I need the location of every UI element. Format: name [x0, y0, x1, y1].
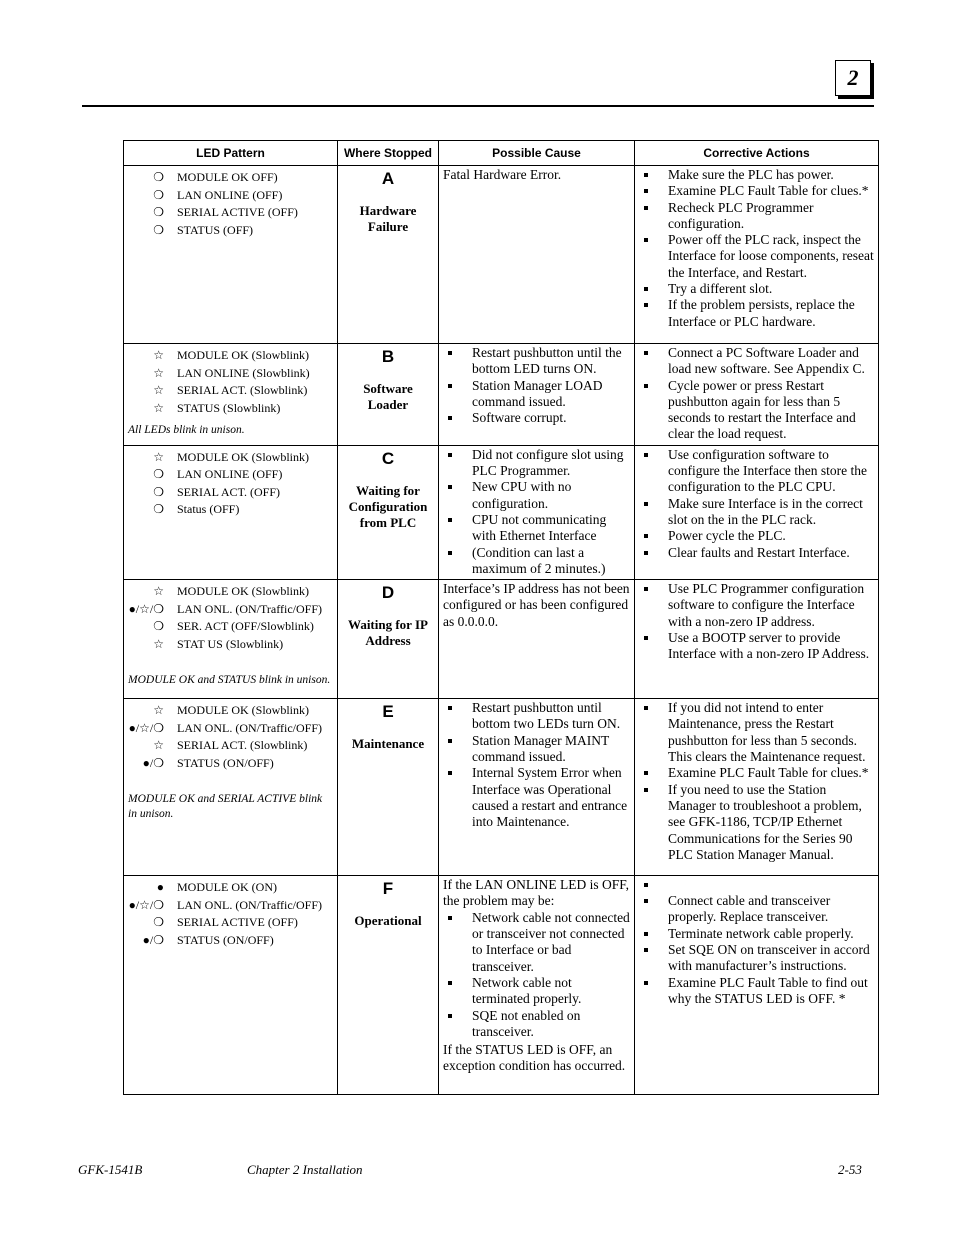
- led-label: STATUS (ON/OFF): [177, 755, 274, 770]
- led-label: LAN ONL. (ON/Traffic/OFF): [177, 897, 322, 912]
- cause-text: Fatal Hardware Error.: [443, 167, 562, 182]
- led-line: [128, 914, 333, 932]
- led-label: MODULE OK (Slowblink): [177, 584, 309, 599]
- led-label: MODULE OK OFF): [177, 170, 278, 184]
- action-item: Examine PLC Fault Table for clues.*: [639, 183, 875, 199]
- led-state-icon: ☆: [153, 703, 164, 718]
- cause-item: Restart pushbutton until the bottom LED turns ON.: [443, 345, 631, 378]
- led-label: LAN ONL. (ON/Traffic/OFF): [177, 720, 322, 735]
- led-line: [128, 583, 333, 601]
- state-code: F: [382, 879, 394, 899]
- led-state-icon: ●/❍: [142, 932, 164, 947]
- state-code: D: [381, 583, 395, 603]
- state-code: A: [381, 169, 395, 188]
- action-item: Terminate network cable properly.: [639, 926, 875, 942]
- table-header-row: [124, 141, 879, 166]
- table-row: [124, 580, 879, 699]
- possible-cause-cell: [439, 166, 635, 344]
- led-line: [128, 347, 333, 365]
- action-item: Make sure the PLC has power.: [639, 167, 875, 183]
- action-item: If the problem persists, replace the Interface or PLC hardware.: [639, 297, 875, 330]
- chapter-number: 2: [847, 65, 859, 90]
- cause-item: Did not configure slot using PLC Programmer.: [443, 447, 631, 480]
- led-line: [128, 382, 333, 400]
- cause-list: [443, 345, 631, 426]
- where-stopped-cell: [338, 344, 439, 446]
- where-stopped-label: Software: [363, 381, 413, 396]
- led-line: [128, 400, 333, 418]
- corrective-actions-cell: [635, 699, 879, 876]
- action-item: Try a different slot.: [639, 281, 875, 297]
- led-line: [128, 720, 333, 738]
- led-line: [128, 618, 333, 636]
- led-state-icon: ●: [156, 880, 164, 895]
- cause-list: [443, 447, 631, 577]
- corrective-actions-cell: [635, 344, 879, 446]
- led-state-icon: ☆: [153, 584, 164, 599]
- led-state-icon: ☆: [153, 738, 164, 753]
- led-label: LAN ONLINE (OFF): [177, 467, 283, 482]
- led-line: [128, 702, 333, 720]
- led-state-icon: ❍: [153, 222, 164, 237]
- led-state-icon: ❍: [153, 915, 164, 930]
- cause-item: Station Manager LOAD command issued.: [443, 378, 631, 411]
- led-pattern-cell: [124, 580, 338, 699]
- action-list: [639, 700, 875, 863]
- led-state-icon: ❍: [153, 484, 164, 499]
- table-row: [124, 876, 879, 1095]
- cause-item: Station Manager MAINT command issued.: [443, 733, 631, 766]
- action-list: [639, 167, 875, 330]
- led-state-icon: ❍: [153, 187, 164, 202]
- led-state-icon: ●/☆/❍: [128, 720, 164, 735]
- led-state-icon: ❍: [153, 205, 164, 219]
- led-label: SER. ACT (OFF/Slowblink): [177, 619, 314, 634]
- cause-text-after: If the STATUS LED is OFF, an exception condition has occurred.: [443, 1042, 626, 1074]
- cause-item: Network cable not connected or transceiver not connected to Interface or bad transceiver.: [443, 910, 631, 975]
- cause-item: (Condition can last a maximum of 2 minutes.): [443, 545, 631, 578]
- where-stopped-label: Waiting for IP: [348, 617, 428, 633]
- led-state-icon: ●/❍: [142, 755, 164, 770]
- action-item: Cycle power or press Restart pushbutton again for less than 5 seconds to restart the Interface and clear the load request.: [639, 378, 875, 443]
- led-state-icon: ❍: [153, 170, 164, 184]
- action-item: Make sure Interface is in the correct slot on the in the PLC rack.: [639, 496, 875, 529]
- chapter-number-box: [835, 60, 871, 96]
- action-item: Power off the PLC rack, inspect the Interface for loose components, reseat the Interface, and Restart.: [639, 232, 875, 281]
- led-label: STATUS (ON/OFF): [177, 932, 274, 947]
- action-item: Use PLC Programmer configuration software to configure the Interface with a non-zero IP address.: [639, 581, 875, 630]
- led-line: [128, 636, 333, 654]
- led-state-icon: ☆: [153, 383, 164, 397]
- header-corrective-actions: Corrective Actions: [635, 141, 879, 166]
- table-row: [124, 699, 879, 876]
- where-stopped-cell: [338, 166, 439, 344]
- led-label: SERIAL ACTIVE (OFF): [177, 915, 298, 930]
- led-state-icon: ❍: [153, 502, 164, 517]
- cause-text: Interface’s IP address has not been configured or has been configured as 0.0.0.0.: [443, 581, 630, 629]
- where-stopped-label: from PLC: [359, 515, 417, 531]
- led-state-icon: ●/☆/❍: [128, 897, 164, 912]
- led-label: Status (OFF): [177, 502, 240, 517]
- state-code: B: [381, 347, 395, 366]
- led-line: [128, 879, 333, 897]
- header-where-stopped: Where Stopped: [338, 141, 439, 166]
- led-label: LAN ONLINE (OFF): [177, 187, 283, 202]
- action-item: Connect a PC Software Loader and load new software. See Appendix C.: [639, 345, 875, 378]
- footer-chapter: Chapter 2 Installation: [247, 1162, 363, 1177]
- header-rule: [82, 105, 874, 107]
- led-label: MODULE OK (Slowblink): [177, 703, 309, 718]
- corrective-actions-cell: [635, 876, 879, 1095]
- led-state-icon: ☆: [153, 365, 164, 380]
- action-item: Clear faults and Restart Interface.: [639, 545, 875, 561]
- action-item: Set SQE ON on transceiver in accord with manufacturer’s instructions.: [639, 942, 875, 975]
- action-list: [639, 581, 875, 662]
- where-stopped-label: Hardware: [359, 203, 417, 218]
- where-stopped-cell: [338, 699, 439, 876]
- where-stopped-label: Address: [365, 633, 411, 649]
- action-item: Use configuration software to configure the Interface then store the configuration to the PLC CPU.: [639, 447, 875, 496]
- possible-cause-cell: [439, 445, 635, 579]
- action-item: Examine PLC Fault Table to find out why the STATUS LED is OFF. *: [639, 975, 875, 1008]
- led-line: [128, 932, 333, 950]
- possible-cause-cell: [439, 580, 635, 699]
- led-line: [128, 365, 333, 383]
- where-stopped-label: Waiting for: [356, 482, 420, 498]
- led-state-icon: ●/☆/❍: [128, 601, 164, 616]
- led-state-icon: ☆: [153, 449, 164, 464]
- led-pattern-table: [123, 140, 879, 1095]
- led-note: MODULE OK and STATUS blink in unison.: [128, 674, 331, 687]
- led-label: SERIAL ACT. (Slowblink): [177, 738, 308, 753]
- table-row: [124, 344, 879, 446]
- footer-doc-id: GFK-1541B: [78, 1162, 143, 1177]
- led-label: STATUS (Slowblink): [177, 400, 281, 415]
- table-row: [124, 166, 879, 344]
- led-state-icon: ❍: [153, 467, 164, 482]
- led-label: MODULE OK (Slowblink): [177, 348, 309, 362]
- possible-cause-cell: [439, 876, 635, 1095]
- table-row: [124, 445, 879, 579]
- action-list: [639, 345, 875, 443]
- led-pattern-cell: [124, 445, 338, 579]
- cause-item: Software corrupt.: [443, 410, 631, 426]
- led-line: [128, 449, 333, 467]
- action-item: Connect cable and transceiver properly. Replace transceiver.: [639, 893, 875, 926]
- led-label: MODULE OK (ON): [177, 880, 277, 895]
- corrective-actions-cell: [635, 580, 879, 699]
- cause-item: Restart pushbutton until bottom two LEDs turn ON.: [443, 700, 631, 733]
- led-line: [128, 169, 333, 187]
- action-item: Recheck PLC Programmer configuration.: [639, 200, 875, 233]
- action-list: [639, 877, 875, 1007]
- led-label: LAN ONLINE (Slowblink): [177, 365, 310, 380]
- where-stopped-label: Failure: [367, 219, 409, 235]
- led-line: [128, 737, 333, 755]
- led-note: All LEDs blink in unison.: [128, 424, 245, 436]
- led-line: [128, 501, 333, 519]
- action-list: [639, 447, 875, 561]
- possible-cause-cell: [439, 699, 635, 876]
- led-line: [128, 466, 333, 484]
- where-stopped-cell: [338, 876, 439, 1095]
- action-item: Use a BOOTP server to provide Interface with a non-zero IP Address.: [639, 630, 875, 663]
- led-line: [128, 897, 333, 915]
- led-pattern-cell: [124, 166, 338, 344]
- led-line: [128, 601, 333, 619]
- action-item: [639, 877, 875, 893]
- where-stopped-cell: [338, 580, 439, 699]
- table-body: [124, 166, 879, 1095]
- led-state-icon: ☆: [153, 348, 164, 362]
- cause-text: If the LAN ONLINE LED is OFF, the problem may be:: [443, 877, 630, 909]
- led-line: [128, 484, 333, 502]
- footer-page-number: 2-53: [838, 1162, 862, 1177]
- led-label: LAN ONL. (ON/Traffic/OFF): [177, 601, 322, 616]
- state-code: C: [381, 448, 395, 468]
- cause-item: New CPU with no configuration.: [443, 479, 631, 512]
- corrective-actions-cell: [635, 166, 879, 344]
- cause-list: [443, 700, 631, 830]
- cause-item: CPU not communicating with Ethernet Interface: [443, 512, 631, 545]
- cause-list: [443, 910, 631, 1040]
- cause-item: SQE not enabled on transceiver.: [443, 1008, 631, 1041]
- where-stopped-cell: [338, 445, 439, 579]
- action-item: If you need to use the Station Manager to troubleshoot a problem, see GFK-1186, TCP/IP Ethernet Communications for the Series 90 PLC Station Manager Manual.: [639, 782, 875, 863]
- led-pattern-cell: [124, 876, 338, 1095]
- action-item: Examine PLC Fault Table for clues.*: [639, 765, 875, 781]
- led-line: [128, 222, 333, 240]
- led-state-icon: ❍: [153, 619, 164, 634]
- led-state-icon: ☆: [153, 636, 164, 651]
- cause-item: Network cable not terminated properly.: [443, 975, 631, 1008]
- where-stopped-label: Loader: [367, 397, 409, 413]
- led-state-icon: ☆: [153, 400, 164, 415]
- led-label: SERIAL ACT. (OFF): [177, 484, 281, 499]
- led-pattern-cell: [124, 344, 338, 446]
- where-stopped-label: Maintenance: [351, 736, 425, 752]
- led-label: STATUS (OFF): [177, 222, 254, 237]
- corrective-actions-cell: [635, 445, 879, 579]
- where-stopped-label: Configuration: [348, 499, 428, 515]
- possible-cause-cell: [439, 344, 635, 446]
- action-item: Power cycle the PLC.: [639, 528, 875, 544]
- header-led-pattern: LED Pattern: [124, 141, 338, 166]
- led-label: SERIAL ACT. (Slowblink): [177, 383, 308, 397]
- led-pattern-cell: [124, 699, 338, 876]
- action-item: If you did not intend to enter Maintenance, press the Restart pushbutton for less than 5 seconds. This clears the Maintenance request.: [639, 700, 875, 765]
- led-note: MODULE OK and SERIAL ACTIVE blink in unison.: [128, 793, 323, 821]
- led-label: MODULE OK (Slowblink): [177, 449, 309, 464]
- header-possible-cause: Possible Cause: [439, 141, 635, 166]
- cause-item: Internal System Error when Interface was Operational caused a restart and entrance into Maintenance.: [443, 765, 631, 830]
- led-line: [128, 187, 333, 205]
- led-line: [128, 755, 333, 773]
- led-label: SERIAL ACTIVE (OFF): [177, 205, 298, 219]
- state-code: E: [382, 702, 394, 722]
- led-line: [128, 204, 333, 222]
- led-label: STAT US (Slowblink): [177, 636, 284, 651]
- where-stopped-label: Operational: [354, 913, 422, 929]
